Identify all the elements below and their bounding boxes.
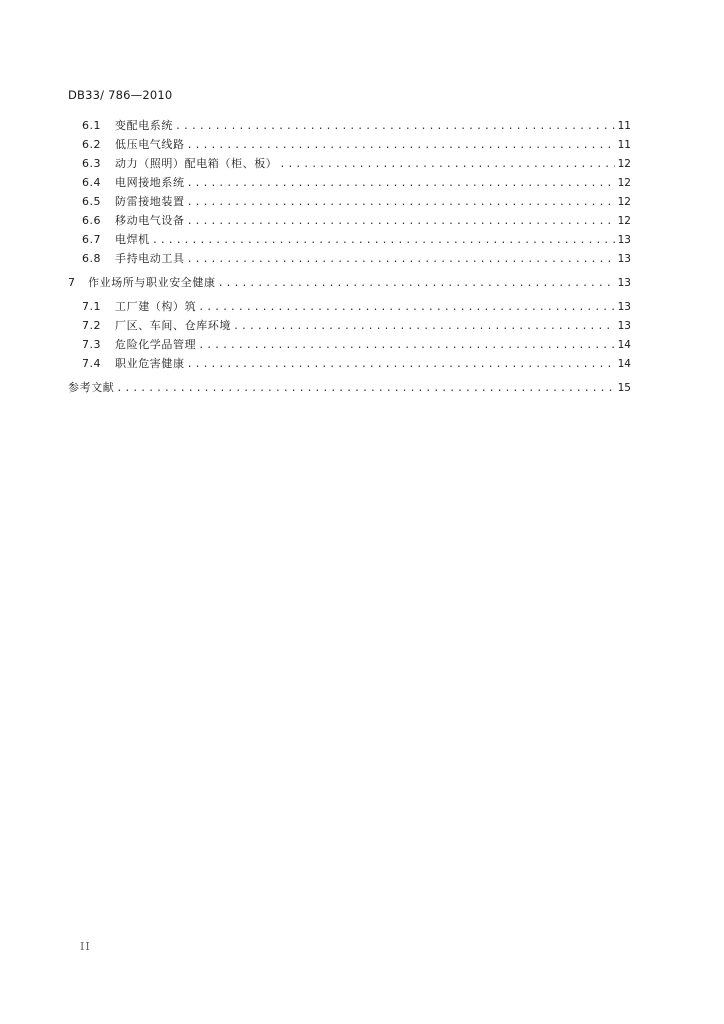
- toc-entry-6-8[interactable]: [82, 252, 631, 267]
- toc-entry-number: 6.1: [82, 119, 101, 132]
- toc-entry-title: 变配电系统: [115, 119, 173, 132]
- toc-entry-number: 6.3: [82, 157, 101, 170]
- toc-entry-number: 7.4: [82, 357, 101, 370]
- toc-entry-page: 13: [617, 234, 631, 246]
- toc-entry-page: 15: [617, 382, 631, 394]
- toc-entry-title: 工厂建（构）筑: [115, 300, 197, 313]
- page-number: II: [80, 940, 91, 953]
- toc-entry-page: 11: [617, 120, 631, 132]
- toc-entry-title: 厂区、车间、仓库环境: [115, 319, 231, 332]
- toc-entry-number: 6.7: [82, 233, 101, 246]
- toc-entry-title: 职业危害健康: [115, 357, 185, 370]
- toc-entry-6-3[interactable]: [82, 157, 631, 172]
- toc-entry-6-2[interactable]: [82, 138, 631, 153]
- toc-entry-title: 移动电气设备: [115, 214, 185, 227]
- dot-leader: [187, 358, 615, 372]
- dot-leader: [198, 339, 615, 353]
- toc-entry-title: 电网接地系统: [115, 176, 185, 189]
- toc-entry-title: 作业场所与职业安全健康: [88, 276, 216, 289]
- toc-entry-title: 危险化学品管理: [115, 338, 197, 351]
- toc-entry-page: 14: [617, 358, 631, 370]
- dot-leader: [175, 120, 615, 134]
- dot-leader: [279, 158, 615, 172]
- toc-entry-number: 6.5: [82, 195, 101, 208]
- toc-entry-title: 防雷接地装置: [115, 195, 185, 208]
- toc-entry-6-1[interactable]: [82, 119, 631, 134]
- toc-entry-6-7[interactable]: [82, 233, 631, 248]
- toc-entry-number: 7.1: [82, 300, 101, 313]
- toc-entry-title: 电焊机: [115, 233, 150, 246]
- toc-entry-number: 6.4: [82, 176, 101, 189]
- toc-entry-page: 12: [617, 158, 631, 170]
- toc-entry-title: 动力（照明）配电箱（柜、板）: [115, 157, 278, 170]
- dot-leader: [116, 382, 615, 396]
- toc-entry-number: 7.2: [82, 319, 101, 332]
- toc-entry-number: 7.3: [82, 338, 101, 351]
- toc-entry-references[interactable]: [68, 381, 631, 396]
- dot-leader: [233, 320, 615, 334]
- toc-entry-7[interactable]: [68, 276, 631, 291]
- toc-entry-7-2[interactable]: [82, 319, 631, 334]
- toc-entry-7-3[interactable]: [82, 338, 631, 353]
- toc-entry-title: 参考文献: [68, 381, 115, 394]
- toc-entry-number: 6.6: [82, 214, 101, 227]
- dot-leader: [187, 196, 615, 210]
- toc-entry-page: 13: [617, 320, 631, 332]
- document-code: DB33/ 786—2010: [68, 88, 173, 102]
- toc-entry-number: 7: [68, 276, 76, 289]
- toc-entry-6-5[interactable]: [82, 195, 631, 210]
- dot-leader: [218, 277, 615, 291]
- toc-entry-7-4[interactable]: [82, 357, 631, 372]
- toc-entry-page: 13: [617, 277, 631, 289]
- toc-entry-number: 6.2: [82, 138, 101, 151]
- dot-leader: [187, 215, 615, 229]
- toc-entry-page: 14: [617, 339, 631, 351]
- toc-entry-page: 12: [617, 196, 631, 208]
- toc-entry-7-1[interactable]: [82, 300, 631, 315]
- toc-entry-page: 13: [617, 253, 631, 265]
- toc-entry-number: 6.8: [82, 252, 101, 265]
- toc-entry-page: 13: [617, 301, 631, 313]
- toc-entry-title: 手持电动工具: [115, 252, 185, 265]
- dot-leader: [198, 301, 615, 315]
- toc-entry-6-4[interactable]: [82, 176, 631, 191]
- dot-leader: [187, 139, 615, 153]
- toc-entry-page: 11: [617, 139, 631, 151]
- toc-entry-page: 12: [617, 177, 631, 189]
- toc-entry-6-6[interactable]: [82, 214, 631, 229]
- dot-leader: [152, 234, 615, 248]
- toc-entry-page: 12: [617, 215, 631, 227]
- toc-entry-title: 低压电气线路: [115, 138, 185, 151]
- dot-leader: [187, 253, 615, 267]
- dot-leader: [187, 177, 615, 191]
